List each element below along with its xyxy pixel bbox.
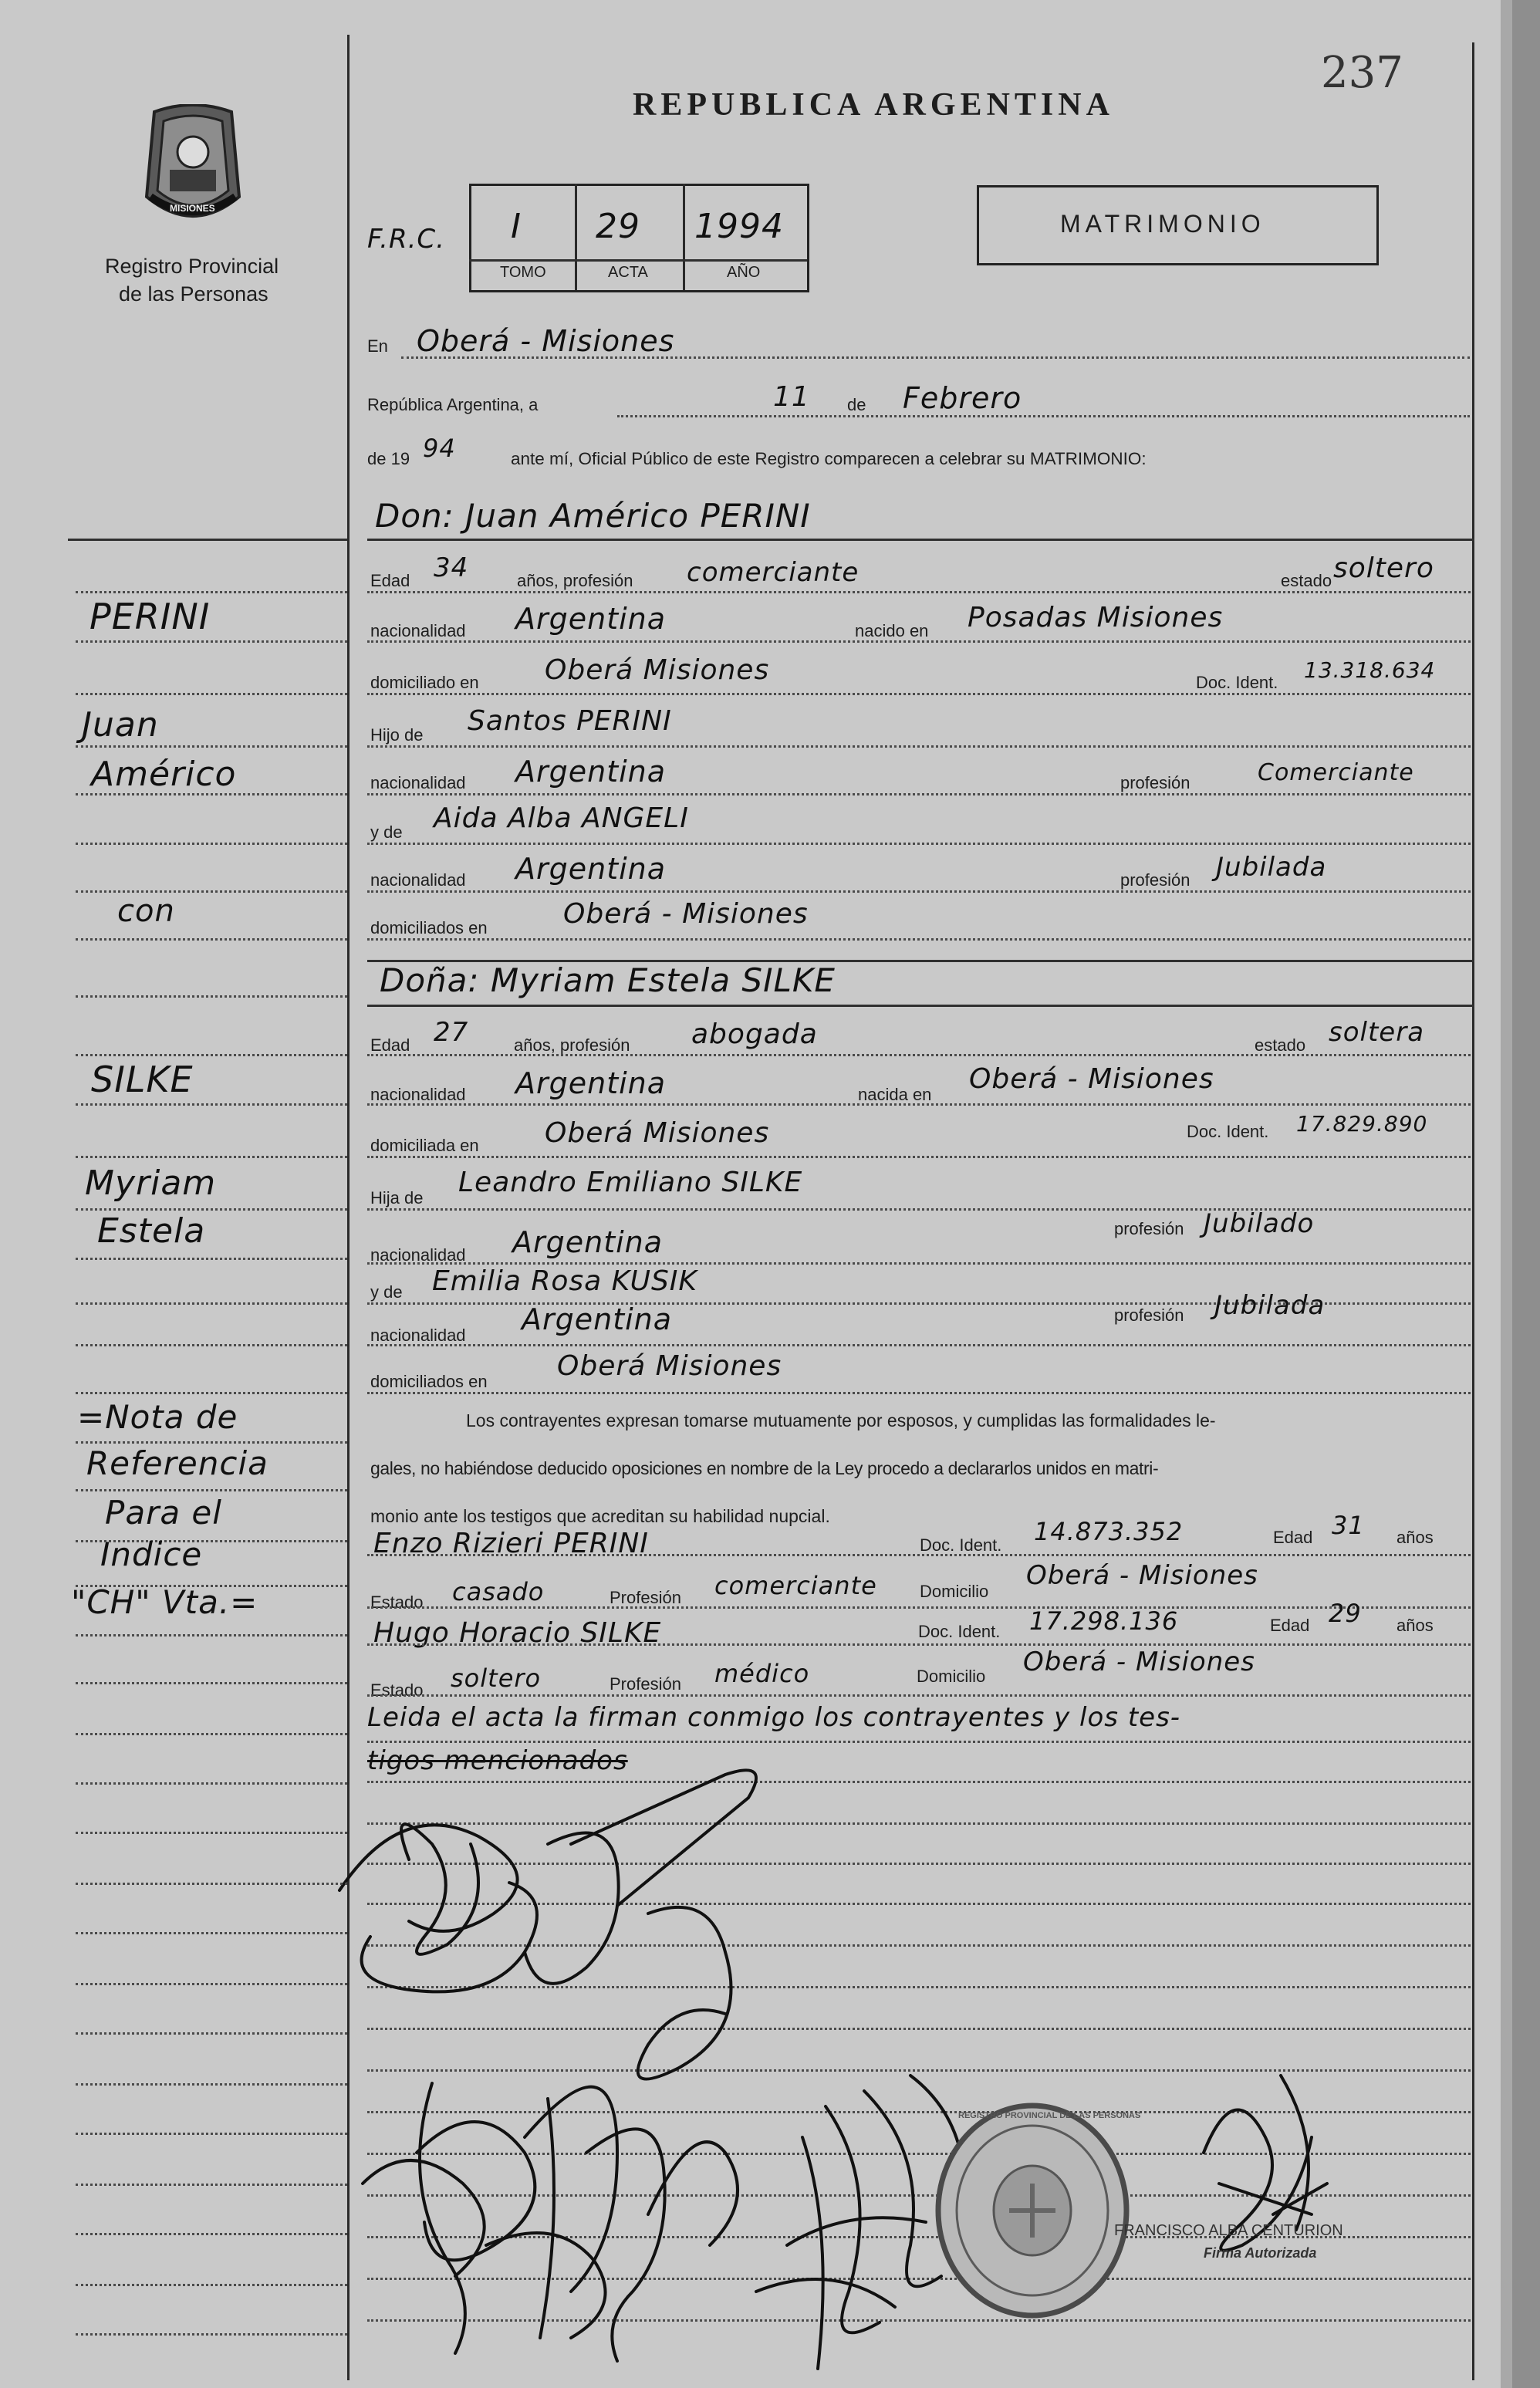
witness1-doc: 14.873.352 xyxy=(1034,1517,1184,1546)
groom-status: soltero xyxy=(1333,552,1434,584)
appearance-text: ante mí, Oficial Público de este Registro comparecen a celebrar su MATRIMONIO: xyxy=(511,449,1147,468)
margin-rule xyxy=(76,693,347,695)
bride-father: Leandro Emiliano SILKE xyxy=(458,1167,803,1198)
record-label-rule xyxy=(469,259,807,262)
margin-rule xyxy=(76,1441,347,1444)
margin-rule xyxy=(76,1782,347,1785)
seal-label: MISIONES xyxy=(170,203,215,214)
groom-father-prof: Comerciante xyxy=(1258,759,1414,786)
rule xyxy=(367,640,1471,643)
bride-mother-label: y de xyxy=(370,1282,403,1302)
bride-father-nat: Argentina xyxy=(512,1225,664,1259)
margin-rule xyxy=(76,1054,347,1056)
provincial-seal xyxy=(139,104,247,231)
rule xyxy=(367,793,1471,795)
rule xyxy=(367,1741,1471,1743)
rule xyxy=(367,1392,1471,1394)
bride-age-unit: años, profesión xyxy=(514,1035,630,1055)
witness1-name: Enzo Rizieri PERINI xyxy=(373,1528,649,1559)
groom-father-prof-label: profesión xyxy=(1120,773,1190,792)
groom-domicile: Oberá Misiones xyxy=(545,654,770,686)
groom-nationality: Argentina xyxy=(515,602,667,636)
witness2-prof-label: Profesión xyxy=(610,1674,681,1694)
record-type: MATRIMONIO xyxy=(1060,210,1265,238)
margin-surname-2: SILKE xyxy=(91,1059,194,1100)
record-divider xyxy=(683,184,685,290)
rule xyxy=(367,1606,1471,1609)
page-number: 237 xyxy=(1321,48,1403,98)
margin-rule xyxy=(76,591,347,593)
margin-given-1a: Juan xyxy=(82,705,159,745)
bride-mother-nat-label: nacionalidad xyxy=(370,1326,466,1345)
right-border xyxy=(1472,42,1474,2380)
tomo-value: I xyxy=(511,207,522,246)
margin-rule xyxy=(76,843,347,845)
groom-mother-prof-label: profesión xyxy=(1120,870,1190,890)
witness1-status: casado xyxy=(452,1577,545,1606)
bride-parents-dom-label: domiciliados en xyxy=(370,1372,488,1391)
witness2-status-label: Estado xyxy=(370,1680,424,1700)
bride-status: soltera xyxy=(1329,1017,1425,1048)
bride-father-prof-label: profesión xyxy=(1114,1219,1184,1238)
margin-note-5: "CH" Vta.= xyxy=(71,1583,258,1621)
groom-mother-nat-label: nacionalidad xyxy=(370,870,466,890)
groom-born-label: nacido en xyxy=(855,621,929,640)
bride-profession: abogada xyxy=(691,1018,818,1050)
year-suffix: 94 xyxy=(423,434,456,463)
margin-rule xyxy=(76,1832,347,1834)
rule xyxy=(367,1643,1471,1646)
groom-father-label: Hijo de xyxy=(370,725,424,745)
witness2-dom-label: Domicilio xyxy=(917,1667,986,1686)
official-title: Firma Autorizada xyxy=(1204,2245,1317,2261)
groom-age: 34 xyxy=(434,552,469,583)
official-name: FRANCISCO ALBA CENTURION xyxy=(1114,2222,1343,2239)
rule xyxy=(367,1344,1471,1346)
groom-father-nat: Argentina xyxy=(515,755,667,789)
witness1-dom-label: Domicilio xyxy=(920,1582,989,1601)
date-line xyxy=(617,415,1470,417)
groom-profession: comerciante xyxy=(687,557,859,588)
margin-rule xyxy=(76,1682,347,1684)
closing-line-2: tigos mencionados xyxy=(367,1745,628,1776)
rule xyxy=(367,890,1471,893)
rule xyxy=(367,745,1471,748)
margin-rule xyxy=(76,2333,347,2336)
closing-line-1: Leida el acta la firman conmigo los contrayentes y los tes- xyxy=(367,1702,1181,1733)
margin-rule xyxy=(76,1733,347,1735)
witness1-age-unit: años xyxy=(1396,1528,1434,1547)
signatures xyxy=(293,1751,1358,2384)
witness2-age: 29 xyxy=(1329,1599,1362,1628)
bride-parents-dom: Oberá Misiones xyxy=(557,1350,782,1382)
bride-father-nat-label: nacionalidad xyxy=(370,1245,466,1265)
rule xyxy=(367,1054,1471,1056)
rule xyxy=(367,1554,1471,1556)
bride-father-label: Hija de xyxy=(370,1188,424,1208)
margin-rule xyxy=(76,2284,347,2286)
frc-label: F.R.C. xyxy=(367,224,445,255)
rule xyxy=(367,843,1471,845)
bride-nationality: Argentina xyxy=(515,1066,667,1100)
margin-given-1b: Américo xyxy=(91,755,237,794)
bride-mother-prof: Jubilada xyxy=(1214,1290,1326,1321)
witness1-doc-label: Doc. Ident. xyxy=(920,1535,1002,1555)
registry-line-1: Registro Provincial xyxy=(105,255,279,278)
rule xyxy=(367,1694,1471,1697)
bride-dom-label: domiciliada en xyxy=(370,1136,479,1155)
witness1-status-label: Estado xyxy=(370,1593,424,1612)
tomo-label: TOMO xyxy=(500,264,546,281)
groom-name: Don: Juan Américo PERINI xyxy=(375,497,811,535)
margin-rule xyxy=(76,1392,347,1394)
groom-age-unit: años, profesión xyxy=(517,571,633,590)
margin-conj: con xyxy=(117,893,175,929)
bride-age: 27 xyxy=(434,1017,469,1048)
margin-rule xyxy=(76,640,347,643)
country-title: REPUBLICA ARGENTINA xyxy=(633,87,1114,123)
bride-status-label: estado xyxy=(1255,1035,1306,1055)
groom-dom-label: domiciliado en xyxy=(370,673,479,692)
witness2-age-unit: años xyxy=(1396,1616,1434,1635)
acta-value: 29 xyxy=(596,207,640,246)
rule xyxy=(367,938,1471,941)
registry-line-2: de las Personas xyxy=(119,282,268,306)
book-edge-shadow xyxy=(1512,0,1540,2388)
margin-rule xyxy=(76,1489,347,1491)
groom-born: Posadas Misiones xyxy=(968,602,1224,633)
witness2-age-label: Edad xyxy=(1270,1616,1310,1635)
acta-label: ACTA xyxy=(608,264,648,281)
witness2-status: soltero xyxy=(451,1663,542,1693)
groom-mother-nat: Argentina xyxy=(515,852,667,886)
margin-rule xyxy=(76,995,347,998)
date-day: 11 xyxy=(773,381,810,413)
margin-rule xyxy=(76,1208,347,1211)
groom-father-nat-label: nacionalidad xyxy=(370,773,466,792)
declaration-line-2: gales, no habiéndose deducido oposiciones en nombre de la Ley procedo a declararlos unidos en matri- xyxy=(370,1458,1159,1478)
margin-given-2a: Myriam xyxy=(85,1164,217,1203)
bride-nat-label: nacionalidad xyxy=(370,1085,466,1104)
witness2-doc: 17.298.136 xyxy=(1029,1606,1179,1636)
witness2-profession: médico xyxy=(714,1659,810,1688)
margin-note-2: Referencia xyxy=(86,1444,268,1482)
margin-rule xyxy=(76,1634,347,1636)
bride-mother: Emilia Rosa KUSIK xyxy=(432,1265,698,1297)
margin-surname-1: PERINI xyxy=(89,596,211,637)
margin-rule xyxy=(76,2233,347,2235)
margin-rule xyxy=(76,938,347,941)
margin-rule xyxy=(76,1103,347,1106)
official-stamp xyxy=(932,2099,1141,2322)
witness1-domicile: Oberá - Misiones xyxy=(1026,1560,1258,1591)
bride-doc: 17.829.890 xyxy=(1296,1111,1428,1137)
groom-nat-label: nacionalidad xyxy=(370,621,466,640)
witness2-domicile: Oberá - Misiones xyxy=(1023,1647,1255,1677)
bride-born: Oberá - Misiones xyxy=(969,1063,1214,1095)
ano-value: 1994 xyxy=(694,207,784,246)
margin-rule xyxy=(76,1932,347,1934)
margin-rule xyxy=(76,2032,347,2035)
rule xyxy=(367,591,1471,593)
groom-doc: 13.318.634 xyxy=(1304,657,1436,683)
bride-doc-label: Doc. Ident. xyxy=(1187,1122,1269,1141)
groom-divider xyxy=(367,539,1474,541)
groom-father: Santos PERINI xyxy=(468,705,672,737)
witness1-age: 31 xyxy=(1332,1511,1365,1540)
rule xyxy=(367,693,1471,695)
date-of-label: de xyxy=(847,395,866,414)
place-label: En xyxy=(367,336,388,356)
groom-parents-dom-label: domiciliados en xyxy=(370,918,488,937)
groom-age-label: Edad xyxy=(370,571,410,590)
bride-mother-prof-label: profesión xyxy=(1114,1305,1184,1325)
margin-rule xyxy=(76,1344,347,1346)
witness1-profession: comerciante xyxy=(714,1571,877,1600)
rule xyxy=(367,1156,1471,1158)
bride-father-prof: Jubilado xyxy=(1204,1208,1315,1239)
witness1-age-label: Edad xyxy=(1273,1528,1313,1547)
margin-rule xyxy=(76,1156,347,1158)
declaration-line-3: monio ante los testigos que acreditan su habilidad nupcial. xyxy=(370,1506,830,1526)
groom-mother: Aida Alba ANGELI xyxy=(434,802,689,834)
margin-rule xyxy=(76,1258,347,1260)
bride-divider xyxy=(367,1005,1474,1007)
rule xyxy=(367,1262,1471,1265)
margin-note-3: Para el xyxy=(105,1494,222,1532)
margin-note-4: Indice xyxy=(100,1535,203,1573)
margin-rule xyxy=(76,2133,347,2135)
rule xyxy=(367,1103,1471,1106)
margin-rule xyxy=(76,1883,347,1885)
margin-rule xyxy=(76,1983,347,1985)
ano-label: AÑO xyxy=(727,264,761,281)
groom-mother-prof: Jubilada xyxy=(1216,852,1327,883)
place-line xyxy=(401,356,1470,359)
bride-mother-nat: Argentina xyxy=(522,1302,673,1336)
groom-status-label: estado xyxy=(1281,571,1332,590)
margin-rule xyxy=(76,745,347,748)
witness2-name: Hugo Horacio SILKE xyxy=(373,1617,662,1649)
witness2-doc-label: Doc. Ident. xyxy=(918,1622,1001,1641)
groom-parents-dom: Oberá - Misiones xyxy=(563,898,809,930)
date-month: Febrero xyxy=(903,381,1022,415)
bride-name: Doña: Myriam Estela SILKE xyxy=(380,961,836,999)
groom-doc-label: Doc. Ident. xyxy=(1196,673,1278,692)
margin-given-2b: Estela xyxy=(97,1211,206,1251)
record-divider xyxy=(575,184,577,290)
margin-header-rule xyxy=(68,539,347,541)
margin-rule xyxy=(76,890,347,893)
year-prefix: de 19 xyxy=(367,449,410,468)
date-prefix: República Argentina, a xyxy=(367,395,539,414)
declaration-line-1: Los contrayentes expresan tomarse mutuamente por esposos, y cumplidas las formalidades le- xyxy=(466,1410,1216,1430)
margin-rule xyxy=(76,1302,347,1305)
place-value: Oberá - Misiones xyxy=(417,324,675,358)
bride-age-label: Edad xyxy=(370,1035,410,1055)
stamp-text: REGISTRO PROVINCIAL DE LAS PERSONAS xyxy=(958,2111,1141,2120)
margin-rule xyxy=(76,2083,347,2086)
bride-domicile: Oberá Misiones xyxy=(545,1117,770,1149)
groom-mother-label: y de xyxy=(370,822,403,842)
margin-rule xyxy=(76,2184,347,2186)
margin-note-1: =Nota de xyxy=(77,1398,238,1436)
witness1-prof-label: Profesión xyxy=(610,1588,681,1607)
bride-born-label: nacida en xyxy=(858,1085,932,1104)
